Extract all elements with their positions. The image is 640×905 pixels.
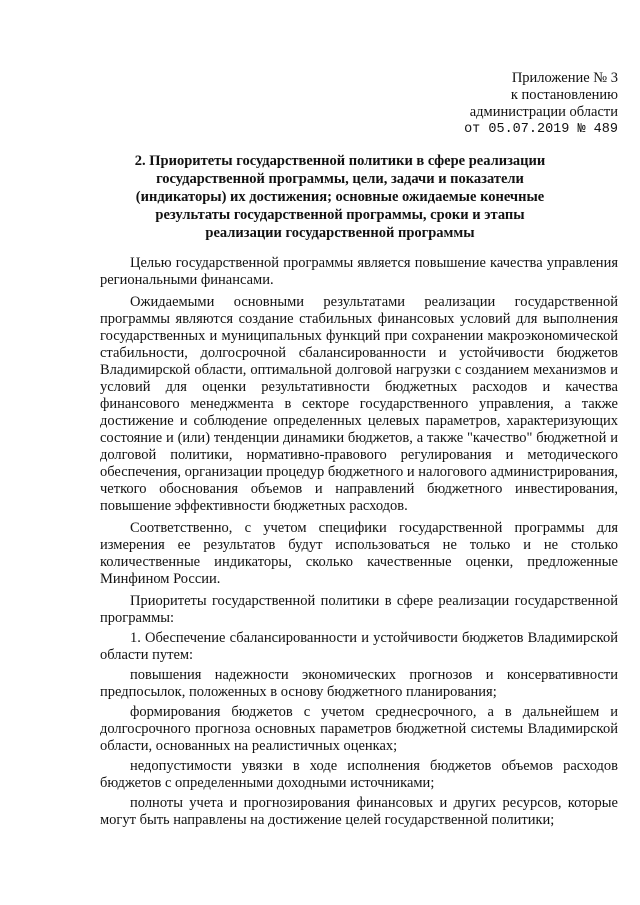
paragraph-measurement: Соответственно, с учетом специфики государственной программы для измерения ее результатов будут использоваться не только и не столько количественные индикаторы, сколько качественные оценки, предложенные Минфином России. xyxy=(100,520,618,587)
appendix-to-resolution: к постановлению xyxy=(510,87,618,103)
paragraph-expected-results: Ожидаемыми основными результатами реализации государственной программы являются создание стабильных финансовых условий для выполнения государственных и муниципальных функций при сохранении макроэкономической стабильности, долгосрочной сбалансированности и устойчивости бюджетов Владимирской области, оптимальной долговой нагрузки с созданием механизмов и условий для оценки результативности бюджетных расходов и качества финансового менеджмента в секторе государственного управления, а также достижение и соблюдение определенных целевых параметров, характеризующих состояние и (или) тенденции динамики бюджетов, а также "качество" бюджетной и долговой политики, нормативно-правового регулирования и методического обеспечения, организации процедур бюджетного и налогового администрирования, четкого обоснования объемов и направлений бюджетного инвестирования, повышение эффективности бюджетных расходов. xyxy=(100,294,618,514)
paragraph-priority-1: 1. Обеспечение сбалансированности и устойчивости бюджетов Владимирской области путем: xyxy=(100,630,618,663)
appendix-header xyxy=(464,70,618,138)
section-title: 2. Приоритеты государственной политики в сфере реализации государственной программы, цели, задачи и показатели (индикаторы) их достижения; основные ожидаемые конечные результаты государственной программы, сроки и этапы реализации государственной программы xyxy=(134,153,546,241)
paragraph-goal: Целью государственной программы является повышение качества управления региональными финансами. xyxy=(100,255,618,288)
list-item: недопустимости увязки в ходе исполнения бюджетов объемов расходов бюджетов с определенными доходными источниками; xyxy=(100,758,618,791)
document-body xyxy=(100,255,618,832)
list-item: полноты учета и прогнозирования финансовых и других ресурсов, которые могут быть направлены на достижение целей государственной политики; xyxy=(100,795,618,828)
list-item: формирования бюджетов с учетом среднесрочного, а в дальнейшем и долгосрочного прогноза основных параметров бюджетной системы Владимирской области, основанных на реалистичных оценках; xyxy=(100,704,618,754)
appendix-date-number: от 05.07.2019 № 489 xyxy=(464,122,618,137)
list-item: повышения надежности экономических прогнозов и консервативности предпосылок, положенных в основу бюджетного планирования; xyxy=(100,667,618,700)
appendix-authority: администрации области xyxy=(469,104,618,120)
paragraph-priorities: Приоритеты государственной политики в сфере реализации государственной программы: xyxy=(100,593,618,626)
appendix-number: Приложение № 3 xyxy=(511,70,618,86)
